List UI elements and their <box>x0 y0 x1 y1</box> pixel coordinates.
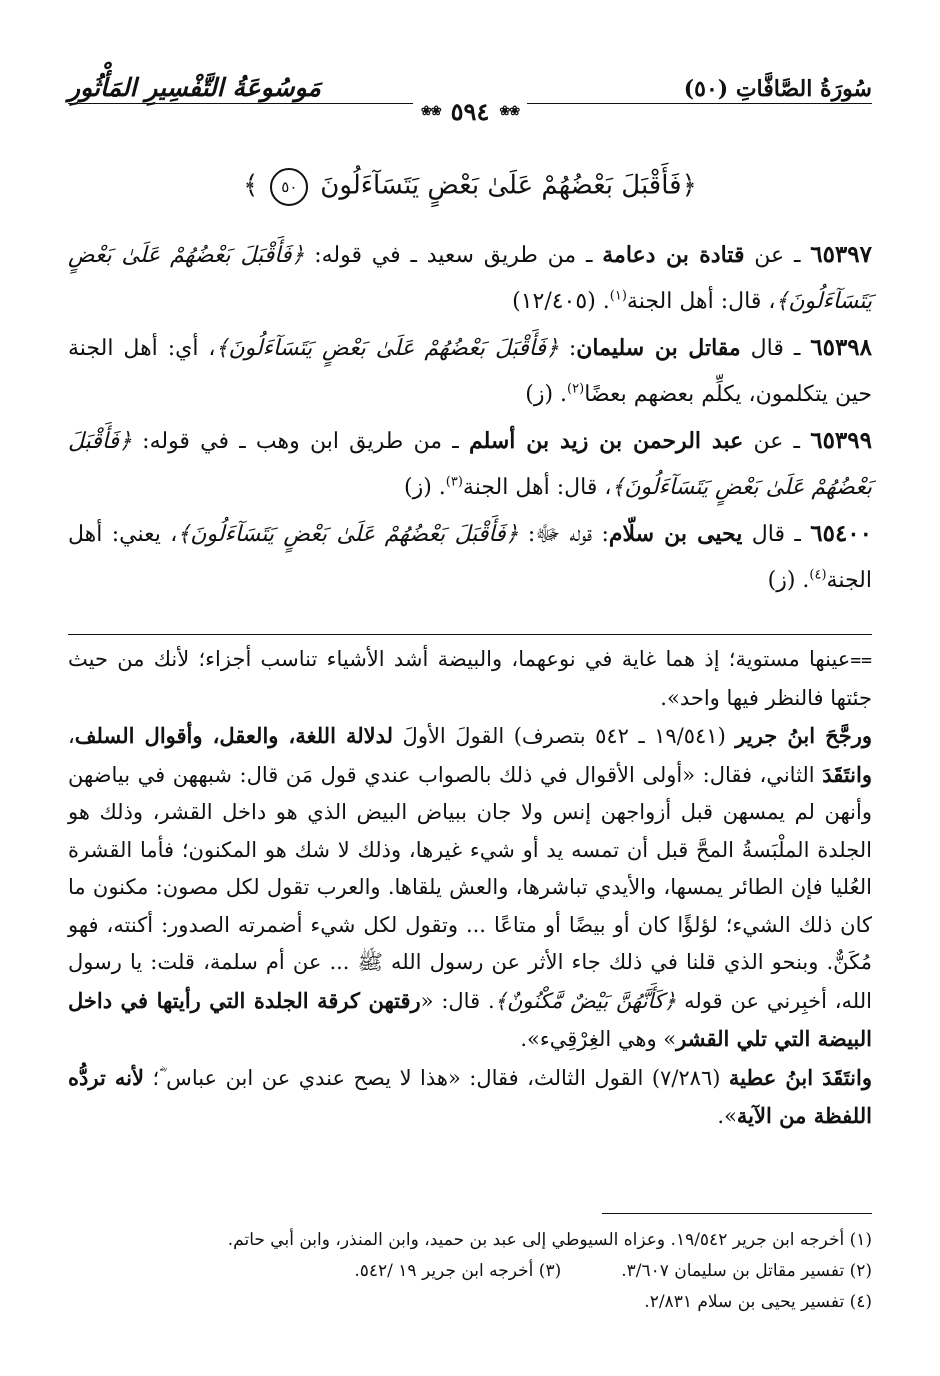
entry-text: ـ من طريق ابن وهب ـ في قوله: <box>131 429 469 454</box>
commentary-block <box>68 641 872 1136</box>
commentary-text: عينها مستوية؛ إذ هما غاية في نوعهما، والبيضة أشد الأشياء تناسب أجزاء؛ لأنك من حيث جئتها فالنظر فيها واحد». <box>68 647 872 710</box>
entry-text: ـ قال <box>742 522 811 547</box>
narration-entry <box>68 325 872 418</box>
entry-text: ـ قال <box>740 336 811 361</box>
footnotes <box>68 1225 872 1318</box>
commentary-emphasis: وانتَقَدَ <box>822 761 872 787</box>
footnote-ref[interactable]: (١) <box>609 288 627 304</box>
narration-list <box>68 232 872 604</box>
entry-source: . (ز) <box>767 568 810 593</box>
entry-number: ٦٥٣٩٧ <box>810 241 872 268</box>
entry-text: ، يعني: أهل الجنة <box>68 522 872 593</box>
commentary-emphasis: لأنه تردُّه اللفظة من الآية <box>68 1064 872 1128</box>
commentary-text: » وهي الغِرْقِيء». <box>520 1027 677 1051</box>
commentary-text: ، <box>68 724 75 748</box>
entry-source: . (ز) <box>403 475 446 500</box>
entry-source: . (١٢/٤٠٥) <box>512 289 610 314</box>
verse-close: ﴾ <box>243 170 259 201</box>
commentary-emphasis: لدلالة اللغة، والعقل، وأقوال السلف <box>74 723 394 748</box>
narrator-name: عبد الرحمن بن زيد بن أسلم <box>468 428 744 454</box>
footnote-1: (١) أخرجه ابن جرير ١٩/٥٤٢. وعزاه السيوطي إلى عبد بن حميد، وابن المنذر، وابن أبي حاتم. <box>227 1230 872 1250</box>
footnote-4: (٤) تفسير يحيى بن سلام ٢/٨٣١. <box>644 1292 872 1312</box>
entry-text: : <box>558 336 577 361</box>
narration-entry <box>68 418 872 511</box>
ornament-icon: ❀❀ <box>499 104 520 119</box>
narration-entry <box>68 232 872 325</box>
quran-quote: ﴿كَأَنَّهُنَّ بَيْضٌ مَّكْنُونٌ﴾ <box>494 988 677 1013</box>
entry-text: ـ من طريق سعيد ـ في قوله: <box>304 243 603 268</box>
verse-text: ﴿فَأَقْبَلَ بَعْضُهُمْ عَلَىٰ بَعْضٍ يَتَسَآءَلُونَ <box>320 170 697 201</box>
series-title: مَوسُوعَةُ التَّفْسِيرِ المَأْثُورِ <box>68 73 321 102</box>
footnote-2: (٢) تفسير مقاتل بن سليمان ٣/٦٠٧. <box>621 1261 872 1281</box>
scholar-name: ابنُ عطية <box>728 1064 814 1090</box>
narration-entry <box>68 511 872 604</box>
entry-number: ٦٥٣٩٨ <box>810 334 873 361</box>
commentary-lead: ورجَّحَ <box>815 723 872 748</box>
commentary-text: (٧/٢٨٦) القول الثالث، فقال: «هذا لا يصح عندي عن ابن عباس ؓ؛ <box>143 1065 729 1090</box>
quran-quote: ﴿فَأَقْبَلَ بَعْضُهُمْ عَلَىٰ بَعْضٍ يَتَسَآءَلُونَ﴾ <box>177 522 519 547</box>
surah-title: سُورَةُ الصَّافَّاتِ (٥٠) <box>683 76 872 102</box>
narrator-name: يحيى بن سلّام <box>608 521 743 547</box>
footnote-ref[interactable]: (٤) <box>809 567 827 583</box>
commentary-paragraph <box>68 1059 872 1136</box>
commentary-text: (١٩/٥٤١ ـ ٥٤٢ بتصرف) القولَ الأولَ <box>393 724 736 748</box>
entry-source: . (ز) <box>525 382 568 407</box>
footnote-ref[interactable]: (٣) <box>445 474 463 490</box>
quran-quote: ﴿فَأَقْبَلَ بَعْضُهُمْ عَلَىٰ بَعْضٍ يَتَسَآءَلُونَ﴾ <box>215 336 559 361</box>
footnote-3: (٣) أخرجه ابن جرير ١٩ /٥٤٢. <box>354 1261 562 1281</box>
commentary-text: الثاني، فقال: «أولى الأقوال في ذلك بالصواب عندي قول مَن قال: شبههن في بياضهن وأنهن لم يمسهن قبل أزواجهن إنس ولا جان ببياض البيض الذي هو داخل القشر، وذلك هو الجلدة الملْبَسةُ المحَّ قبل أن تمسه يد أو شيء غيرها، وذلك لا شك هو المكنون؛ فأما القشرة العُليا فإن الطائر يمسها، والأيدي تباشرها، والعش يلقاها. والعرب تقول لكل مصون: مكنون ما كان ذلك الشيء؛ لؤلؤًا كان أو بيضًا أو متاعًا ... وتقول لكل شيء أضمرته الصدور: أكنته، فهو مُكَنٌّ. وبنحو الذي قلنا في ذلك جاء الأثر عن رسول الله ﷺ ... عن أم سلمة، قلت: يا رسول الله، أخبِرني عن قوله <box>68 762 872 1013</box>
commentary-paragraph <box>68 641 872 717</box>
entry-text: ، قال: أهل الجنة <box>462 475 612 500</box>
entry-text: ـ عن <box>743 429 811 454</box>
entry-text: ، قال: أهل الجنة <box>626 289 776 314</box>
page-number: ٥٩٤ <box>450 97 490 126</box>
quran-quote: ﴿فَأَقْبَلَ بَعْضُهُمْ عَلَىٰ بَعْضٍ يَتَسَآءَلُونَ﴾ <box>68 429 872 500</box>
footnote-divider <box>602 1213 872 1214</box>
entry-text: ، أي: أهل الجنة حين يتكلمون، يكلِّم بعضهم بعضًا <box>68 336 872 407</box>
commentary-lead: وانتَقَدَ <box>813 1064 872 1090</box>
scholar-name: ابنُ جرير <box>735 723 816 748</box>
commentary-paragraph <box>68 717 872 1059</box>
ayah-number-badge: ٥٠ <box>270 168 308 206</box>
entry-text: ـ عن <box>744 243 811 268</box>
entry-number: ٦٥٤٠٠ <box>810 520 873 547</box>
commentary-text: . قال: « <box>420 988 495 1013</box>
narrator-name: قتادة بن دعامة <box>602 242 745 268</box>
commentary-emphasis: رقتهن كرقة الجلدة التي رأيتها في داخل البيضة التي تلي القشر <box>68 987 872 1051</box>
narrator-name: مقاتل بن سليمان <box>576 335 741 361</box>
footnote-ref[interactable]: (٢) <box>567 381 585 397</box>
verse-banner <box>0 168 940 206</box>
continuation-mark: == <box>850 650 872 671</box>
entry-number: ٦٥٣٩٩ <box>810 427 872 454</box>
quran-quote: ﴿فَأَقْبَلَ بَعْضُهُمْ عَلَىٰ بَعْضٍ يَتَسَآءَلُونَ﴾ <box>68 243 872 314</box>
page-number-block <box>0 92 940 126</box>
entry-text: : قوله ﷻ: <box>518 522 609 547</box>
footnote-row <box>68 1256 872 1287</box>
section-divider <box>68 634 872 635</box>
commentary-text: ». <box>717 1104 737 1128</box>
ornament-icon: ❀❀ <box>420 104 441 119</box>
